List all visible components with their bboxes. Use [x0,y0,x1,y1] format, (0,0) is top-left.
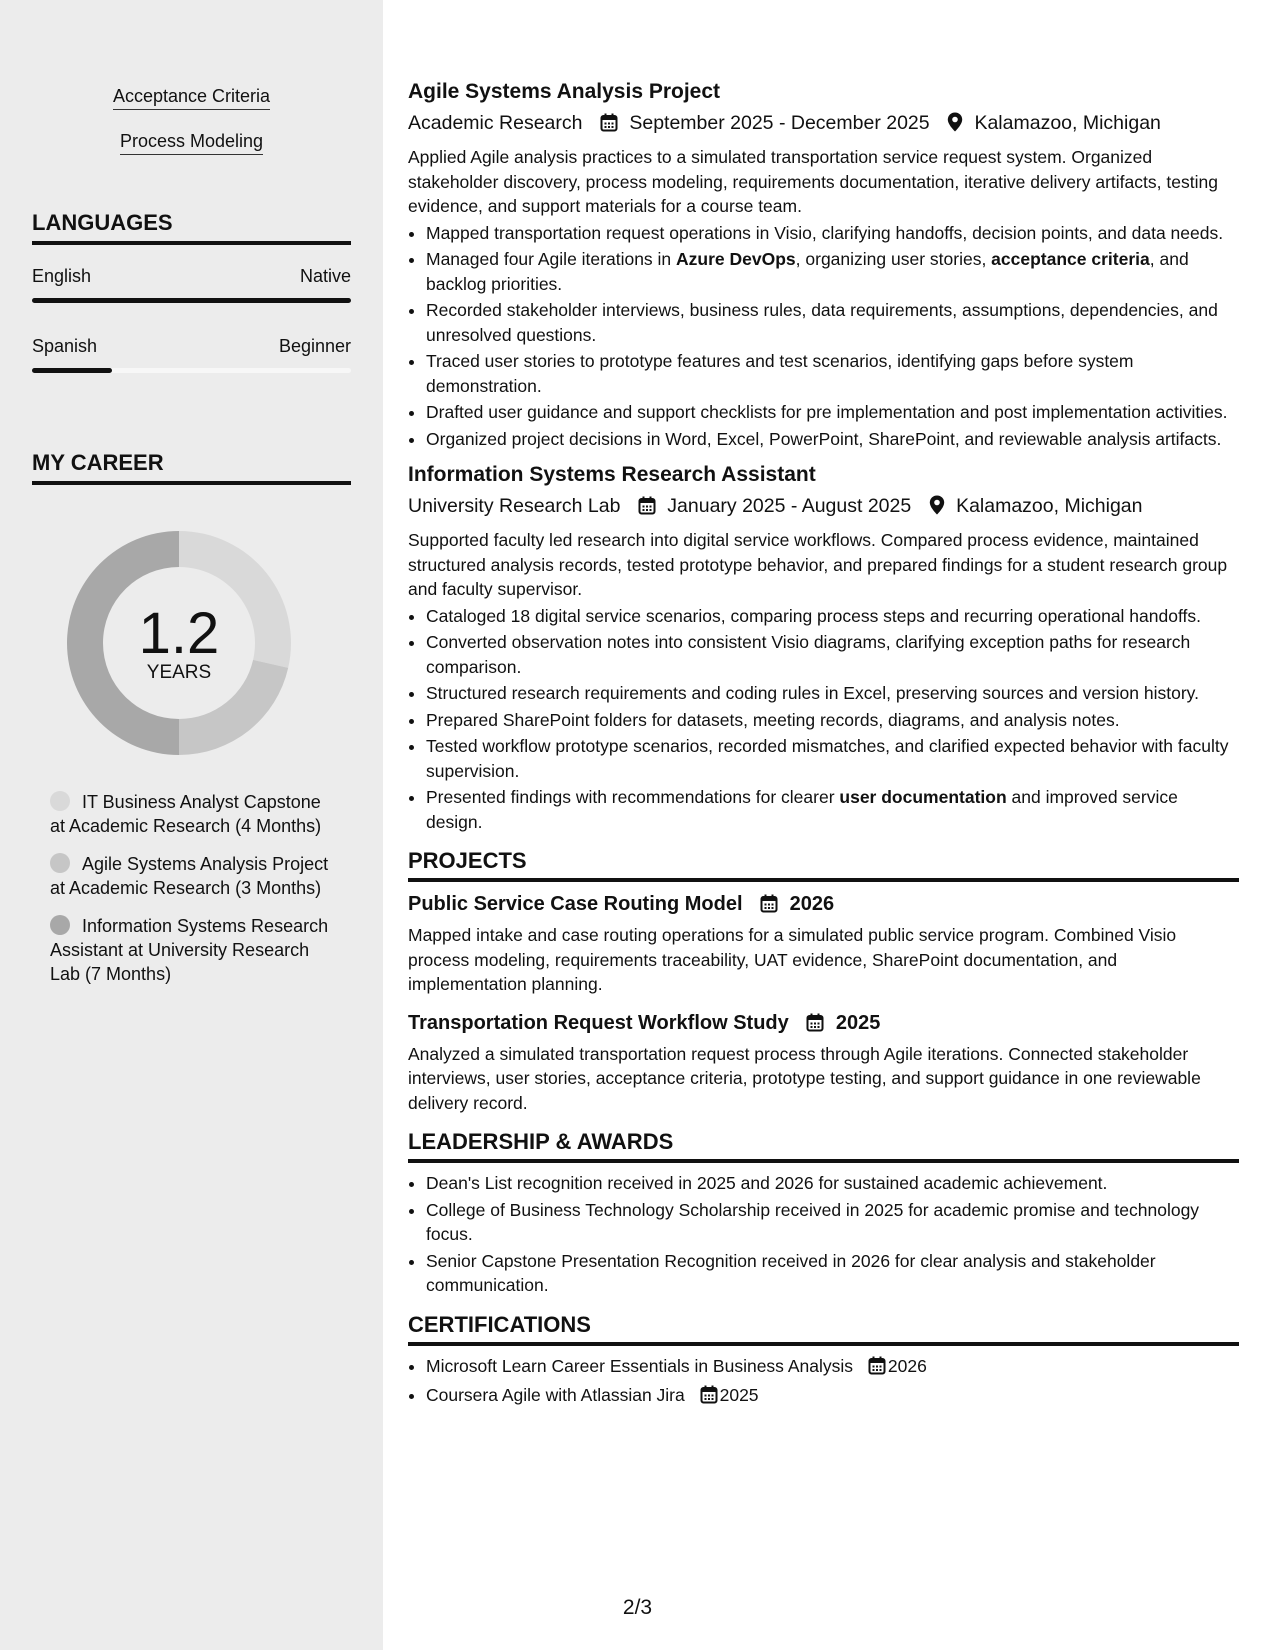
career-donut-chart [64,528,294,758]
calendar-icon [868,1356,886,1382]
language-level: Native [299,266,351,286]
career-legend-dot [50,853,70,873]
certification-date [700,1385,759,1405]
project-title-row [408,1009,1239,1040]
language-proficiency-fill [32,368,112,373]
job-location: Kalamazoo, Michigan [974,112,1161,134]
job-summary: Applied Agile analysis practices to a simulated transportation service request system. Organized stakeholder discovery, process modeling, requirements documentation, iterative delivery artifacts, testing evidence, and support materials for a course team. [408,147,1218,216]
calendar-icon [638,494,656,524]
language-name: Spanish [32,336,98,356]
job-meta [408,108,1239,141]
job-bullet: • Traced user stories to prototype features and test scenarios, identifying gaps before system demonstration. [426,349,1239,398]
career-legend-item [50,852,340,900]
sidebar [0,0,383,1650]
job-bullet: • Drafted user guidance and support checklists for pre implementation and post implementation activities. [426,400,1239,425]
page-number: 2/3 [622,1596,653,1619]
awards-list [408,1171,1239,1298]
career-legend-item [50,790,340,838]
certifications-heading: CERTIFICATIONS [408,1312,1239,1346]
career-heading: MY CAREER [32,450,351,485]
map-pin-icon [947,111,963,141]
certification-item [426,1383,1239,1411]
certification-name: Microsoft Learn Career Essentials in Business Analysis [426,1355,853,1376]
job-bullets [408,604,1239,835]
job-bullet: • Structured research requirements and coding rules in Excel, preserving sources and version history. [426,681,1239,706]
job-bullet: • Mapped transportation request operations in Visio, clarifying handoffs, decision points, and data needs. [426,221,1239,246]
project-description: Mapped intake and case routing operations for a simulated public service program. Combined Visio process modeling, requirements traceability, UAT evidence, SharePoint documentation, and implementation planning. [408,925,1177,994]
career-total-value: 1.2 [138,601,220,666]
calendar-icon [806,1012,824,1040]
language-level: Beginner [278,336,351,356]
job-bullet: • Managed four Agile iterations in Azure DevOps, organizing user stories, acceptance criteria, and backlog priorities. [426,247,1239,296]
languages-heading: LANGUAGES [32,210,351,245]
career-legend-label: Information Systems Research Assistant at University Research Lab (7 Months) [50,916,329,984]
project-entry [408,1009,1239,1116]
career-legend [50,790,340,1000]
award-item: • Dean's List recognition received in 2025 and 2026 for sustained academic achievement. [426,1171,1239,1196]
job-title: Agile Systems Analysis Project [408,80,721,103]
certification-date [868,1356,927,1376]
project-year: 2025 [835,1011,881,1034]
job-bullets [408,221,1239,452]
project-title-row [408,890,1239,921]
experience-entry [408,78,1239,451]
awards-heading: LEADERSHIP & AWARDS [408,1129,1239,1163]
calendar-icon [760,893,778,921]
career-legend-label: Agile Systems Analysis Project at Academic Research (3 Months) [50,854,329,898]
job-bullet: • Tested workflow prototype scenarios, recorded mismatches, and clarified expected behavior with faculty supervision. [426,734,1239,783]
career-legend-label: IT Business Analyst Capstone at Academic Research (4 Months) [50,792,322,836]
skill-tag: Acceptance Criteria [113,86,270,110]
certifications-list [408,1354,1239,1411]
certification-year: 2026 [887,1355,927,1376]
certification-name: Coursera Agile with Atlassian Jira [426,1385,685,1405]
job-dates: January 2025 - August 2025 [667,495,912,517]
project-entry [408,890,1239,997]
job-location: Kalamazoo, Michigan [956,495,1143,517]
experience-entry [408,461,1239,834]
career-total-unit: YEARS [146,662,212,683]
job-bullet: • Prepared SharePoint folders for datasets, meeting records, diagrams, and analysis notes. [426,708,1239,733]
certification-year: 2025 [719,1385,759,1405]
job-bullet: • Presented findings with recommendations for clearer user documentation and improved service design. [426,785,1239,834]
award-item: • College of Business Technology Scholarship received in 2025 for academic promise and technology focus. [426,1198,1239,1247]
map-pin-icon [929,494,945,524]
language-proficiency-fill [32,298,351,303]
skill-tags [0,86,383,176]
skill-tag: Process Modeling [120,131,263,155]
job-bullet: • Cataloged 18 digital service scenarios, comparing process steps and recurring operational handoffs. [426,604,1239,629]
calendar-icon [700,1385,718,1411]
job-org: University Research Lab [408,495,621,517]
language-proficiency-bar [32,298,351,303]
career-legend-dot [50,915,70,935]
job-bullet: • Converted observation notes into consistent Visio diagrams, clarifying exception paths for research comparison. [426,630,1239,679]
language-proficiency-bar [32,368,351,373]
projects-heading: PROJECTS [408,848,1239,882]
project-description: Analyzed a simulated transportation request process through Agile iterations. Connected stakeholder interviews, user stories, acceptance criteria, prototype testing, and support guidance in one reviewable delivery record. [408,1043,1201,1113]
career-legend-item [50,914,340,986]
project-title: Public Service Case Routing Model [408,893,743,915]
job-dates: September 2025 - December 2025 [629,112,930,134]
job-summary: Supported faculty led research into digital service workflows. Compared process evidence, maintained structured analysis records, tested prototype behavior, and prepared findings for a student research group and faculty supervisor. [408,530,1228,599]
project-title: Transportation Request Workflow Study [408,1011,789,1034]
job-meta [408,491,1239,524]
job-title: Information Systems Research Assistant [408,463,816,486]
project-year: 2026 [789,893,835,915]
career-legend-dot [50,791,70,811]
award-item: • Senior Capstone Presentation Recognition received in 2026 for clear analysis and stakeholder communication. [426,1249,1239,1298]
job-bullet: • Organized project decisions in Word, Excel, PowerPoint, SharePoint, and reviewable analysis artifacts. [426,427,1239,452]
main-content [408,78,1239,1421]
job-bullet: • Recorded stakeholder interviews, business rules, data requirements, assumptions, dependencies, and unresolved questions. [426,298,1239,347]
language-name: English [32,266,92,286]
certification-item [426,1354,1239,1382]
calendar-icon [600,111,618,141]
job-org: Academic Research [408,112,583,134]
